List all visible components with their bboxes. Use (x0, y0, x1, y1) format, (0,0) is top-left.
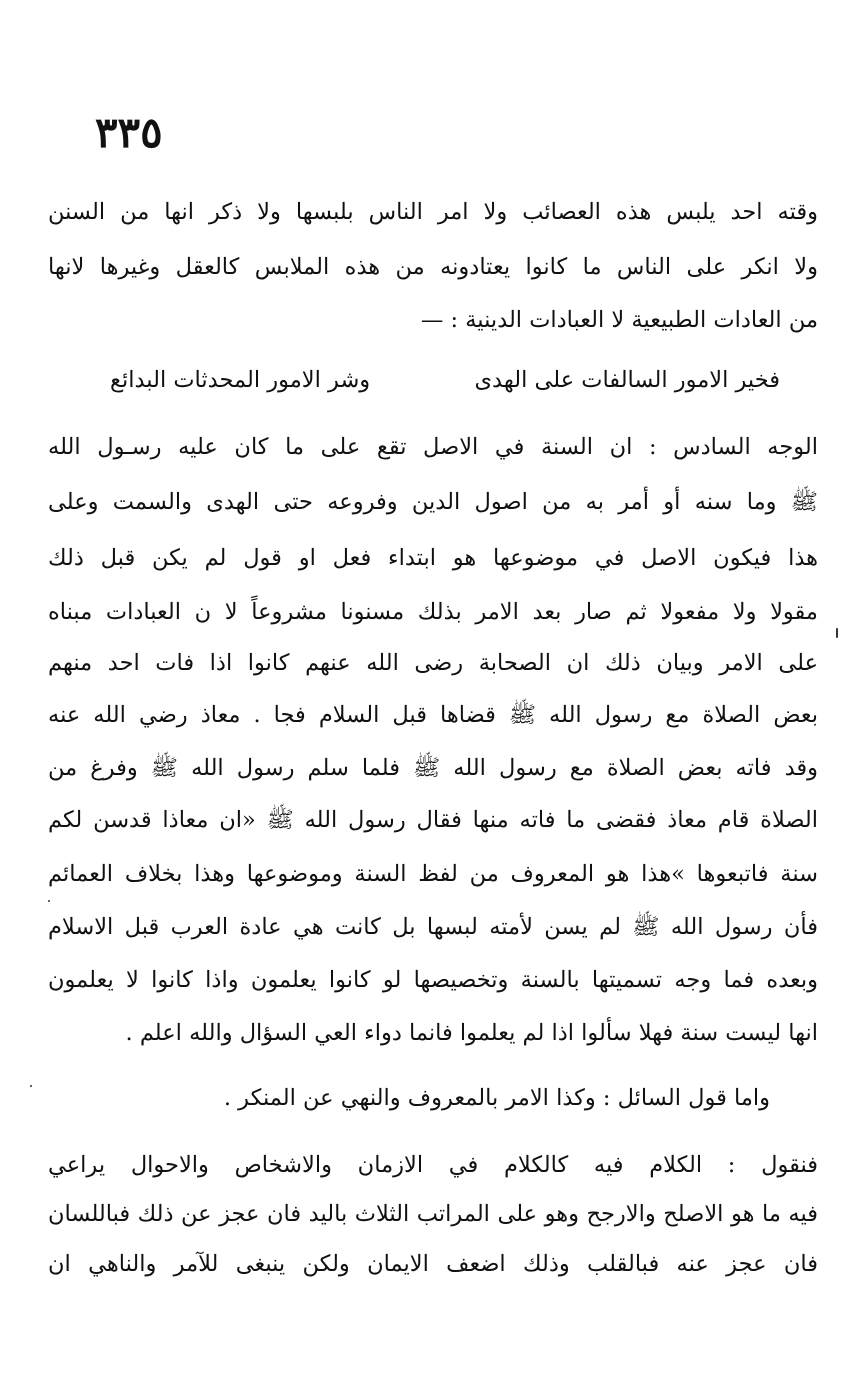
paragraph-2-line-9: سنة فاتبعوها »هذا هو المعروف من لفظ السنة وموضوعها وهذا بخلاف العمائم (48, 861, 818, 887)
paragraph-1-line-3: من العادات الطبيعية لا العبادات الدينية : — (420, 307, 818, 333)
paragraph-2-line-6: بعض الصلاة مع رسول الله ﷺ قضاها قبل السلام فجا . معاذ رضي الله عنه (48, 702, 818, 728)
paragraph-2-line-7: وقد فاته بعض الصلاة مع رسول الله ﷺ فلما سلم رسول الله ﷺ وفرغ من (48, 755, 818, 781)
paragraph-2-line-4: مقولا ولا مفعولا ثم صار بعد الامر بذلك مسنونا مشروعاً لا ن العبادات مبناه (48, 599, 818, 625)
verse-first-hemistich: فخير الامور السالفات على الهدى (474, 367, 780, 393)
paragraph-2-line-2: ﷺ وما سنه أو أمر به من اصول الدين وفروعه حتى الهدى والسمت وعلى (48, 489, 818, 515)
paragraph-2-line-3: هذا فيكون الاصل في موضوعها هو ابتداء فعل او قول لم يكن قبل ذلك (48, 545, 818, 571)
paragraph-2-line-5: على الامر وبيان ذلك ان الصحابة رضى الله عنهم كانوا اذا فات احد منهم (48, 650, 818, 676)
paragraph-3-line-2: فيه ما هو الاصلح والارجح وهو على المراتب الثلاث باليد فان عجز عن ذلك فباللسان (48, 1201, 818, 1227)
paragraph-1-line-2: ولا انكر على الناس ما كانوا يعتادونه من هذه الملابس كالعقل وغيرها لانها (48, 254, 818, 280)
paragraph-2-line-1: الوجه السادس : ان السنة في الاصل تقع على ما كان عليه رسـول الله (48, 434, 818, 460)
paragraph-1-line-1: وقته احد يلبس هذه العصائب ولا امر الناس بلبسها ولا ذكر انها من السنن (48, 199, 818, 225)
paragraph-2-line-11: وبعده فما وجه تسميتها بالسنة وتخصيصها لو كانوا يعلمون واذا كانوا لا يعلمون (48, 967, 818, 993)
paragraph-2-line-8: الصلاة قام معاذ فقضى ما فاته منها فقال رسول الله ﷺ «ان معاذا قدسن لكم (48, 807, 818, 833)
page-number: ٣٣٥ (95, 108, 163, 157)
paragraph-2-line-12: انها ليست سنة فهلا سألوا اذا لم يعلموا فانما دواء العي السؤال والله اعلم . (125, 1020, 818, 1046)
question-line: واما قول السائل : وكذا الامر بالمعروف والنهي عن المنكر . (223, 1085, 770, 1111)
paragraph-3-line-3: فان عجز عنه فبالقلب وذلك اضعف الايمان ولكن ينبغى للآمر والناهي ان (48, 1251, 818, 1277)
paragraph-3-line-1: فنقول : الكلام فيه كالكلام في الازمان والاشخاص والاحوال يراعي (48, 1152, 818, 1178)
verse-second-hemistich: وشر الامور المحدثات البدائع (110, 367, 371, 393)
poetry-verse (110, 360, 780, 400)
scan-speck (30, 1085, 32, 1087)
scan-speck (836, 628, 838, 638)
paragraph-2-line-10: فأن رسول الله ﷺ لم يسن لأمته لبسها بل كانت هي عادة العرب قبل الاسلام (48, 914, 818, 940)
scan-speck (48, 900, 50, 902)
